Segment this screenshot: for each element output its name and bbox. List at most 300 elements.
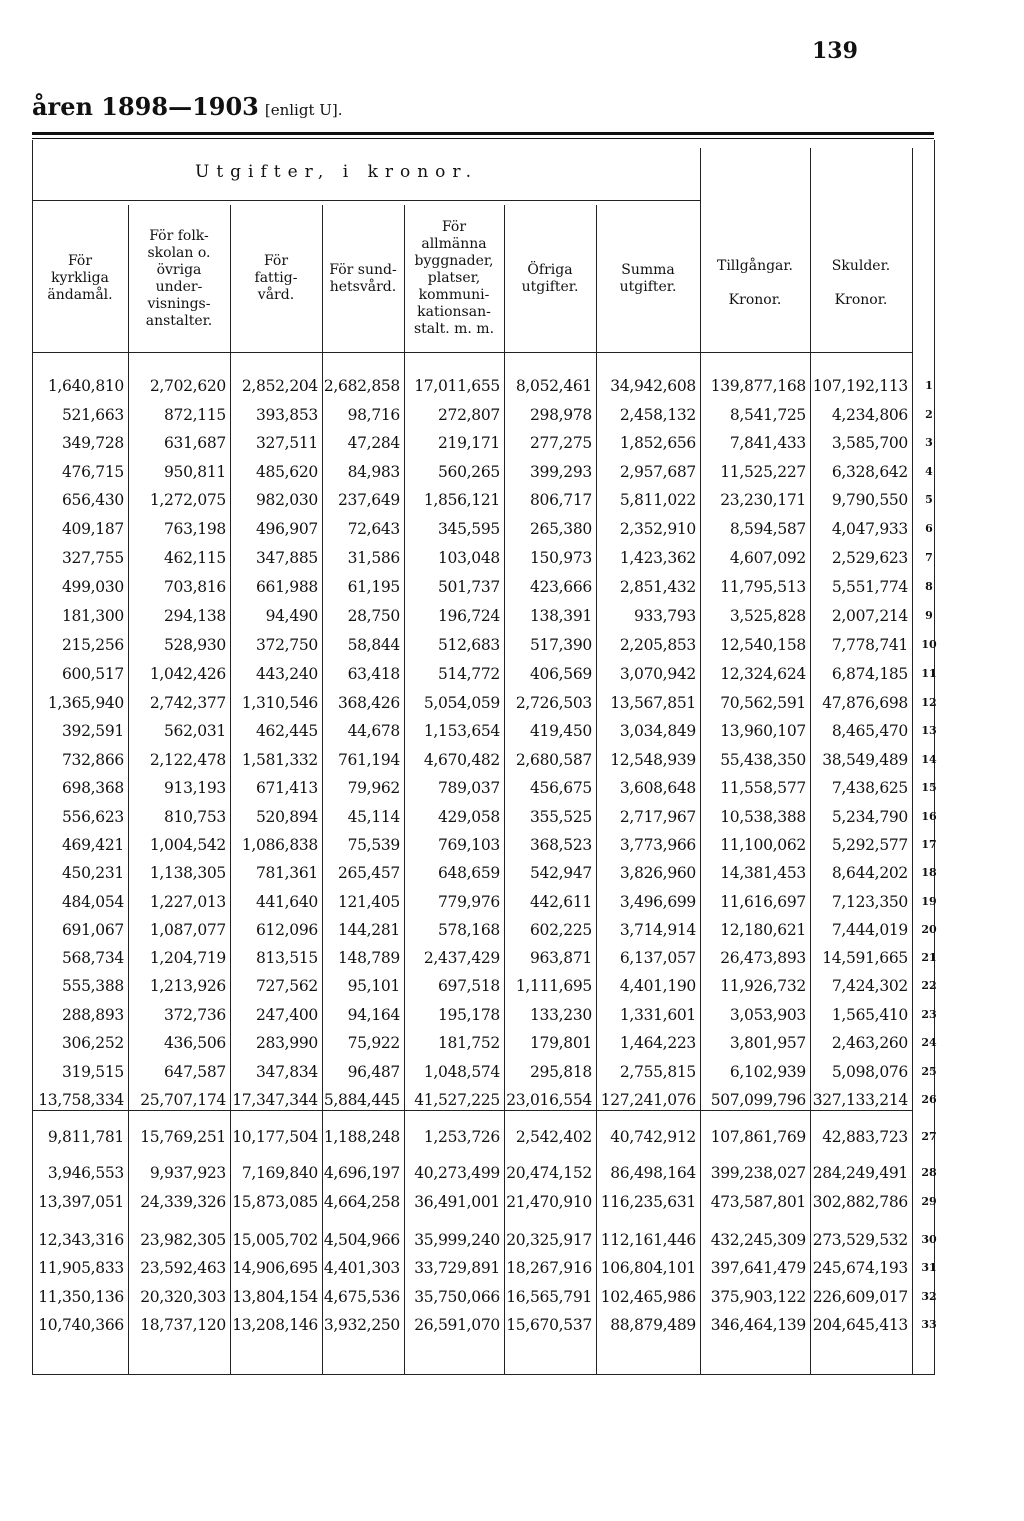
table-cell: 346,464,139 bbox=[710, 1316, 806, 1334]
table-cell: 84,983 bbox=[347, 463, 400, 481]
table-cell: 4,234,806 bbox=[831, 406, 908, 424]
table-cell: 3,496,699 bbox=[619, 893, 696, 911]
table-cell: 102,465,986 bbox=[600, 1288, 696, 1306]
row-number: 31 bbox=[921, 1261, 937, 1274]
table-cell: 556,623 bbox=[62, 808, 124, 826]
table-cell: 16,565,791 bbox=[506, 1288, 592, 1306]
page-number: 139 bbox=[812, 38, 858, 64]
table-cell: 35,999,240 bbox=[414, 1231, 500, 1249]
table-cell: 7,438,625 bbox=[831, 779, 908, 797]
table-cell: 496,907 bbox=[256, 520, 318, 538]
table-cell: 112,161,446 bbox=[600, 1231, 696, 1249]
table-cell: 116,235,631 bbox=[600, 1193, 696, 1211]
table-cell: 432,245,309 bbox=[710, 1231, 806, 1249]
table-cell: 4,504,966 bbox=[323, 1231, 400, 1249]
table-cell: 2,726,503 bbox=[515, 694, 592, 712]
group-header-rule bbox=[32, 200, 700, 201]
table-cell: 6,328,642 bbox=[831, 463, 908, 481]
column-header-label: För fattig- vård. bbox=[254, 253, 298, 303]
table-cell: 697,518 bbox=[438, 977, 500, 995]
table-cell: 133,230 bbox=[530, 1006, 592, 1024]
row-number: 23 bbox=[921, 1008, 937, 1021]
table-cell: 698,368 bbox=[62, 779, 124, 797]
table-cell: 368,523 bbox=[530, 836, 592, 854]
table-cell: 1,640,810 bbox=[47, 377, 124, 395]
table-cell: 5,811,022 bbox=[619, 491, 696, 509]
header-bottom-rule bbox=[32, 352, 912, 353]
table-cell: 562,031 bbox=[164, 722, 226, 740]
row-number: 15 bbox=[921, 781, 937, 794]
table-cell: 2,682,858 bbox=[323, 377, 400, 395]
table-cell: 55,438,350 bbox=[720, 751, 806, 769]
table-cell: 70,562,591 bbox=[720, 694, 806, 712]
table-cell: 1,331,601 bbox=[619, 1006, 696, 1024]
table-cell: 107,192,113 bbox=[812, 377, 908, 395]
row-number: 14 bbox=[921, 753, 937, 766]
table-cell: 107,861,769 bbox=[710, 1128, 806, 1146]
table-cell: 11,525,227 bbox=[720, 463, 806, 481]
table-cell: 517,390 bbox=[530, 636, 592, 654]
table-cell: 933,793 bbox=[634, 607, 696, 625]
table-cell: 560,265 bbox=[438, 463, 500, 481]
table-cell: 31,586 bbox=[347, 549, 400, 567]
table-cell: 327,511 bbox=[256, 434, 318, 452]
table-cell: 17,347,344 bbox=[232, 1091, 318, 1109]
table-cell: 656,430 bbox=[62, 491, 124, 509]
table-cell: 96,487 bbox=[347, 1063, 400, 1081]
table-cell: 2,742,377 bbox=[149, 694, 226, 712]
table-cell: 512,683 bbox=[438, 636, 500, 654]
table-cell: 648,659 bbox=[438, 864, 500, 882]
table-cell: 2,437,429 bbox=[423, 949, 500, 967]
table-cell: 11,905,833 bbox=[38, 1259, 124, 1277]
top-rule-thin bbox=[32, 138, 934, 139]
table-cell: 139,877,168 bbox=[710, 377, 806, 395]
row-number: 19 bbox=[921, 895, 937, 908]
table-cell: 40,742,912 bbox=[610, 1128, 696, 1146]
table-cell: 5,292,577 bbox=[831, 836, 908, 854]
table-cell: 3,034,849 bbox=[619, 722, 696, 740]
table-cell: 284,249,491 bbox=[812, 1164, 908, 1182]
table-cell: 61,195 bbox=[347, 578, 400, 596]
table-cell: 6,137,057 bbox=[619, 949, 696, 967]
row-number: 21 bbox=[921, 951, 937, 964]
table-cell: 2,352,910 bbox=[619, 520, 696, 538]
table-cell: 47,284 bbox=[347, 434, 400, 452]
table-cell: 4,607,092 bbox=[729, 549, 806, 567]
table-cell: 28,750 bbox=[347, 607, 400, 625]
table-cell: 781,361 bbox=[256, 864, 318, 882]
table-cell: 499,030 bbox=[62, 578, 124, 596]
row-number: 7 bbox=[925, 551, 933, 564]
table-cell: 3,773,966 bbox=[619, 836, 696, 854]
column-header-label: För folk- skolan o. övriga under- visnings- anstalter. bbox=[145, 227, 213, 329]
table-cell: 3,946,553 bbox=[47, 1164, 124, 1182]
table-cell: 103,048 bbox=[438, 549, 500, 567]
table-cell: 23,982,305 bbox=[140, 1231, 226, 1249]
table-cell: 442,611 bbox=[530, 893, 592, 911]
column-header-label: För kyrkliga ändamål. bbox=[47, 253, 113, 303]
table-cell: 20,325,917 bbox=[506, 1231, 592, 1249]
table-cell: 347,834 bbox=[256, 1063, 318, 1081]
table-cell: 2,122,478 bbox=[149, 751, 226, 769]
table-cell: 273,529,532 bbox=[812, 1231, 908, 1249]
table-cell: 13,758,334 bbox=[38, 1091, 124, 1109]
table-cell: 2,702,620 bbox=[149, 377, 226, 395]
table-cell: 4,664,258 bbox=[323, 1193, 400, 1211]
table-cell: 578,168 bbox=[438, 921, 500, 939]
table-cell: 375,903,122 bbox=[710, 1288, 806, 1306]
table-cell: 2,957,687 bbox=[619, 463, 696, 481]
table-cell: 295,818 bbox=[530, 1063, 592, 1081]
table-cell: 1,086,838 bbox=[241, 836, 318, 854]
table-cell: 8,465,470 bbox=[831, 722, 908, 740]
table-cell: 484,054 bbox=[62, 893, 124, 911]
table-cell: 95,101 bbox=[347, 977, 400, 995]
row-number: 17 bbox=[921, 838, 937, 851]
table-cell: 982,030 bbox=[256, 491, 318, 509]
table-cell: 86,498,164 bbox=[610, 1164, 696, 1182]
table-cell: 399,293 bbox=[530, 463, 592, 481]
table-cell: 15,873,085 bbox=[232, 1193, 318, 1211]
column-header-fattig bbox=[232, 205, 320, 352]
table-cell: 98,716 bbox=[347, 406, 400, 424]
table-cell: 2,007,214 bbox=[831, 607, 908, 625]
table-cell: 298,978 bbox=[530, 406, 592, 424]
table-cell: 1,138,305 bbox=[149, 864, 226, 882]
row-number: 29 bbox=[921, 1195, 937, 1208]
table-cell: 1,856,121 bbox=[423, 491, 500, 509]
table-cell: 703,816 bbox=[164, 578, 226, 596]
table-cell: 4,401,190 bbox=[619, 977, 696, 995]
table-cell: 20,320,303 bbox=[140, 1288, 226, 1306]
row-number: 13 bbox=[921, 724, 937, 737]
table-cell: 963,871 bbox=[530, 949, 592, 967]
table-cell: 4,670,482 bbox=[423, 751, 500, 769]
table-cell: 272,807 bbox=[438, 406, 500, 424]
table-cell: 36,491,001 bbox=[414, 1193, 500, 1211]
table-cell: 226,609,017 bbox=[812, 1288, 908, 1306]
page-title-text: åren 1898—1903 bbox=[32, 92, 259, 121]
table-cell: 327,133,214 bbox=[812, 1091, 908, 1109]
row-number: 6 bbox=[925, 522, 933, 535]
table-cell: 3,525,828 bbox=[729, 607, 806, 625]
table-cell: 9,811,781 bbox=[47, 1128, 124, 1146]
table-cell: 23,230,171 bbox=[720, 491, 806, 509]
table-cell: 15,769,251 bbox=[140, 1128, 226, 1146]
column-header-ovriga bbox=[506, 205, 594, 352]
table-cell: 732,866 bbox=[62, 751, 124, 769]
table-cell: 2,717,967 bbox=[619, 808, 696, 826]
table-cell: 11,100,062 bbox=[720, 836, 806, 854]
table-cell: 456,675 bbox=[530, 779, 592, 797]
row-number: 33 bbox=[921, 1318, 937, 1331]
table-cell: 13,567,851 bbox=[610, 694, 696, 712]
table-cell: 3,801,957 bbox=[729, 1034, 806, 1052]
table-cell: 6,102,939 bbox=[729, 1063, 806, 1081]
table-cell: 1,153,654 bbox=[423, 722, 500, 740]
table-cell: 5,098,076 bbox=[831, 1063, 908, 1081]
table-cell: 13,960,107 bbox=[720, 722, 806, 740]
table-cell: 913,193 bbox=[164, 779, 226, 797]
column-separator bbox=[912, 148, 913, 1374]
row-number: 5 bbox=[925, 493, 933, 506]
table-cell: 441,640 bbox=[256, 893, 318, 911]
table-cell: 2,852,204 bbox=[241, 377, 318, 395]
table-cell: 3,585,700 bbox=[831, 434, 908, 452]
table-cell: 661,988 bbox=[256, 578, 318, 596]
table-cell: 265,380 bbox=[530, 520, 592, 538]
row-number: 28 bbox=[921, 1166, 937, 1179]
table-cell: 6,874,185 bbox=[831, 665, 908, 683]
table-cell: 3,608,648 bbox=[619, 779, 696, 797]
table-cell: 13,804,154 bbox=[232, 1288, 318, 1306]
table-cell: 1,272,075 bbox=[149, 491, 226, 509]
table-cell: 727,562 bbox=[256, 977, 318, 995]
table-cell: 11,795,513 bbox=[720, 578, 806, 596]
table-cell: 355,525 bbox=[530, 808, 592, 826]
table-cell: 15,670,537 bbox=[506, 1316, 592, 1334]
table-cell: 237,649 bbox=[338, 491, 400, 509]
row-number: 8 bbox=[925, 580, 933, 593]
table-cell: 9,790,550 bbox=[831, 491, 908, 509]
table-cell: 11,616,697 bbox=[720, 893, 806, 911]
table-cell: 872,115 bbox=[164, 406, 226, 424]
column-header-tillgangar bbox=[702, 215, 808, 352]
table-cell: 204,645,413 bbox=[812, 1316, 908, 1334]
table-cell: 88,879,489 bbox=[610, 1316, 696, 1334]
row-number: 10 bbox=[921, 638, 937, 651]
table-cell: 15,005,702 bbox=[232, 1231, 318, 1249]
table-cell: 520,894 bbox=[256, 808, 318, 826]
column-header-allmanna bbox=[406, 205, 502, 352]
table-bottom-rule bbox=[32, 1374, 934, 1375]
table-cell: 195,178 bbox=[438, 1006, 500, 1024]
row-number: 4 bbox=[925, 465, 933, 478]
table-cell: 138,391 bbox=[530, 607, 592, 625]
table-cell: 612,096 bbox=[256, 921, 318, 939]
table-cell: 1,188,248 bbox=[323, 1128, 400, 1146]
table-cell: 514,772 bbox=[438, 665, 500, 683]
table-cell: 14,381,453 bbox=[720, 864, 806, 882]
table-cell: 1,204,719 bbox=[149, 949, 226, 967]
row-number: 11 bbox=[921, 667, 937, 680]
table-cell: 2,851,432 bbox=[619, 578, 696, 596]
table-cell: 5,884,445 bbox=[323, 1091, 400, 1109]
table-cell: 950,811 bbox=[164, 463, 226, 481]
column-header-sund bbox=[324, 205, 402, 352]
table-cell: 63,418 bbox=[347, 665, 400, 683]
table-cell: 94,164 bbox=[347, 1006, 400, 1024]
table-cell: 7,169,840 bbox=[241, 1164, 318, 1182]
table-cell: 1,464,223 bbox=[619, 1034, 696, 1052]
table-cell: 3,714,914 bbox=[619, 921, 696, 939]
table-cell: 810,753 bbox=[164, 808, 226, 826]
table-cell: 462,445 bbox=[256, 722, 318, 740]
table-cell: 476,715 bbox=[62, 463, 124, 481]
table-cell: 219,171 bbox=[438, 434, 500, 452]
table-cell: 1,310,546 bbox=[241, 694, 318, 712]
table-cell: 4,401,303 bbox=[323, 1259, 400, 1277]
table-cell: 150,973 bbox=[530, 549, 592, 567]
group-header: Utgifter, i kronor. bbox=[195, 162, 479, 182]
table-cell: 779,976 bbox=[438, 893, 500, 911]
row-number: 1 bbox=[925, 379, 933, 392]
table-cell: 1,253,726 bbox=[423, 1128, 500, 1146]
table-cell: 368,426 bbox=[338, 694, 400, 712]
column-header-kyrkliga bbox=[34, 205, 126, 352]
table-cell: 1,087,077 bbox=[149, 921, 226, 939]
table-cell: 12,540,158 bbox=[720, 636, 806, 654]
table-cell: 26,591,070 bbox=[414, 1316, 500, 1334]
table-cell: 393,853 bbox=[256, 406, 318, 424]
row-number: 3 bbox=[925, 436, 933, 449]
table-cell: 347,885 bbox=[256, 549, 318, 567]
table-cell: 763,198 bbox=[164, 520, 226, 538]
row-number: 2 bbox=[925, 408, 933, 421]
table-cell: 1,213,926 bbox=[149, 977, 226, 995]
table-cell: 245,674,193 bbox=[812, 1259, 908, 1277]
table-cell: 75,922 bbox=[347, 1034, 400, 1052]
table-cell: 38,549,489 bbox=[822, 751, 908, 769]
table-cell: 1,565,410 bbox=[831, 1006, 908, 1024]
table-cell: 127,241,076 bbox=[600, 1091, 696, 1109]
table-cell: 75,539 bbox=[347, 836, 400, 854]
table-cell: 12,343,316 bbox=[38, 1231, 124, 1249]
table-cell: 423,666 bbox=[530, 578, 592, 596]
table-cell: 7,123,350 bbox=[831, 893, 908, 911]
table-cell: 45,114 bbox=[347, 808, 400, 826]
row-number: 18 bbox=[921, 866, 937, 879]
column-header-label: Summa utgifter. bbox=[619, 261, 677, 295]
table-cell: 106,804,101 bbox=[600, 1259, 696, 1277]
row-number: 27 bbox=[921, 1130, 937, 1143]
table-cell: 2,205,853 bbox=[619, 636, 696, 654]
table-cell: 24,339,326 bbox=[140, 1193, 226, 1211]
row-number: 22 bbox=[921, 979, 937, 992]
table-cell: 406,569 bbox=[530, 665, 592, 683]
table-cell: 1,227,013 bbox=[149, 893, 226, 911]
table-cell: 2,755,815 bbox=[619, 1063, 696, 1081]
table-cell: 7,444,019 bbox=[831, 921, 908, 939]
table-cell: 813,515 bbox=[256, 949, 318, 967]
table-cell: 35,750,066 bbox=[414, 1288, 500, 1306]
column-header-label: Tillgångar. Kronor. bbox=[716, 258, 793, 308]
table-cell: 485,620 bbox=[256, 463, 318, 481]
table-cell: 1,048,574 bbox=[423, 1063, 500, 1081]
table-cell: 1,365,940 bbox=[47, 694, 124, 712]
table-cell: 372,750 bbox=[256, 636, 318, 654]
table-cell: 23,016,554 bbox=[506, 1091, 592, 1109]
table-cell: 409,187 bbox=[62, 520, 124, 538]
table-cell: 8,541,725 bbox=[729, 406, 806, 424]
table-cell: 568,734 bbox=[62, 949, 124, 967]
column-header-label: För sund- hetsvård. bbox=[329, 261, 397, 295]
row-number: 20 bbox=[921, 923, 937, 936]
table-cell: 5,551,774 bbox=[831, 578, 908, 596]
table-cell: 419,450 bbox=[530, 722, 592, 740]
table-cell: 462,115 bbox=[164, 549, 226, 567]
table-cell: 10,538,388 bbox=[720, 808, 806, 826]
table-cell: 11,926,732 bbox=[720, 977, 806, 995]
table-cell: 501,737 bbox=[438, 578, 500, 596]
table-cell: 2,542,402 bbox=[515, 1128, 592, 1146]
table-cell: 33,729,891 bbox=[414, 1259, 500, 1277]
row-number: 26 bbox=[921, 1093, 937, 1106]
table-cell: 7,841,433 bbox=[729, 434, 806, 452]
table-cell: 12,180,621 bbox=[720, 921, 806, 939]
table-cell: 283,990 bbox=[256, 1034, 318, 1052]
table-cell: 602,225 bbox=[530, 921, 592, 939]
table-cell: 397,641,479 bbox=[710, 1259, 806, 1277]
table-cell: 7,424,302 bbox=[831, 977, 908, 995]
table-cell: 2,529,623 bbox=[831, 549, 908, 567]
table-cell: 761,194 bbox=[338, 751, 400, 769]
table-cell: 9,937,923 bbox=[149, 1164, 226, 1182]
table-cell: 14,591,665 bbox=[822, 949, 908, 967]
table-cell: 25,707,174 bbox=[140, 1091, 226, 1109]
table-cell: 42,883,723 bbox=[822, 1128, 908, 1146]
row-number: 16 bbox=[921, 810, 937, 823]
table-cell: 345,595 bbox=[438, 520, 500, 538]
table-cell: 473,587,801 bbox=[710, 1193, 806, 1211]
table-cell: 3,932,250 bbox=[323, 1316, 400, 1334]
table-cell: 555,388 bbox=[62, 977, 124, 995]
table-cell: 4,696,197 bbox=[323, 1164, 400, 1182]
table-cell: 1,111,695 bbox=[515, 977, 592, 995]
table-cell: 58,844 bbox=[347, 636, 400, 654]
table-cell: 2,680,587 bbox=[515, 751, 592, 769]
table-cell: 528,930 bbox=[164, 636, 226, 654]
table-cell: 306,252 bbox=[62, 1034, 124, 1052]
table-cell: 41,527,225 bbox=[414, 1091, 500, 1109]
table-cell: 631,687 bbox=[164, 434, 226, 452]
table-cell: 647,587 bbox=[164, 1063, 226, 1081]
table-cell: 44,678 bbox=[347, 722, 400, 740]
column-header-label: Skulder. Kronor. bbox=[831, 258, 891, 308]
table-cell: 148,789 bbox=[338, 949, 400, 967]
page-title bbox=[32, 92, 343, 121]
table-cell: 5,234,790 bbox=[831, 808, 908, 826]
table-cell: 8,052,461 bbox=[515, 377, 592, 395]
table-cell: 288,893 bbox=[62, 1006, 124, 1024]
table-cell: 1,042,426 bbox=[149, 665, 226, 683]
table-cell: 14,906,695 bbox=[232, 1259, 318, 1277]
row-number: 12 bbox=[921, 696, 937, 709]
column-header-summa bbox=[598, 205, 698, 352]
row-number: 9 bbox=[925, 609, 933, 622]
table-cell: 10,740,366 bbox=[38, 1316, 124, 1334]
table-cell: 21,470,910 bbox=[506, 1193, 592, 1211]
table-cell: 12,548,939 bbox=[610, 751, 696, 769]
table-cell: 521,663 bbox=[62, 406, 124, 424]
table-cell: 7,778,741 bbox=[831, 636, 908, 654]
table-cell: 436,506 bbox=[164, 1034, 226, 1052]
table-cell: 443,240 bbox=[256, 665, 318, 683]
table-cell: 789,037 bbox=[438, 779, 500, 797]
row-number: 32 bbox=[921, 1290, 937, 1303]
table-cell: 121,405 bbox=[338, 893, 400, 911]
column-header-skulder bbox=[812, 215, 910, 352]
table-cell: 691,067 bbox=[62, 921, 124, 939]
table-cell: 40,273,499 bbox=[414, 1164, 500, 1182]
column-header-label: Öfriga utgifter. bbox=[521, 261, 579, 295]
table-cell: 542,947 bbox=[530, 864, 592, 882]
table-cell: 17,011,655 bbox=[414, 377, 500, 395]
table-cell: 327,755 bbox=[62, 549, 124, 567]
table-cell: 1,423,362 bbox=[619, 549, 696, 567]
table-cell: 247,400 bbox=[256, 1006, 318, 1024]
